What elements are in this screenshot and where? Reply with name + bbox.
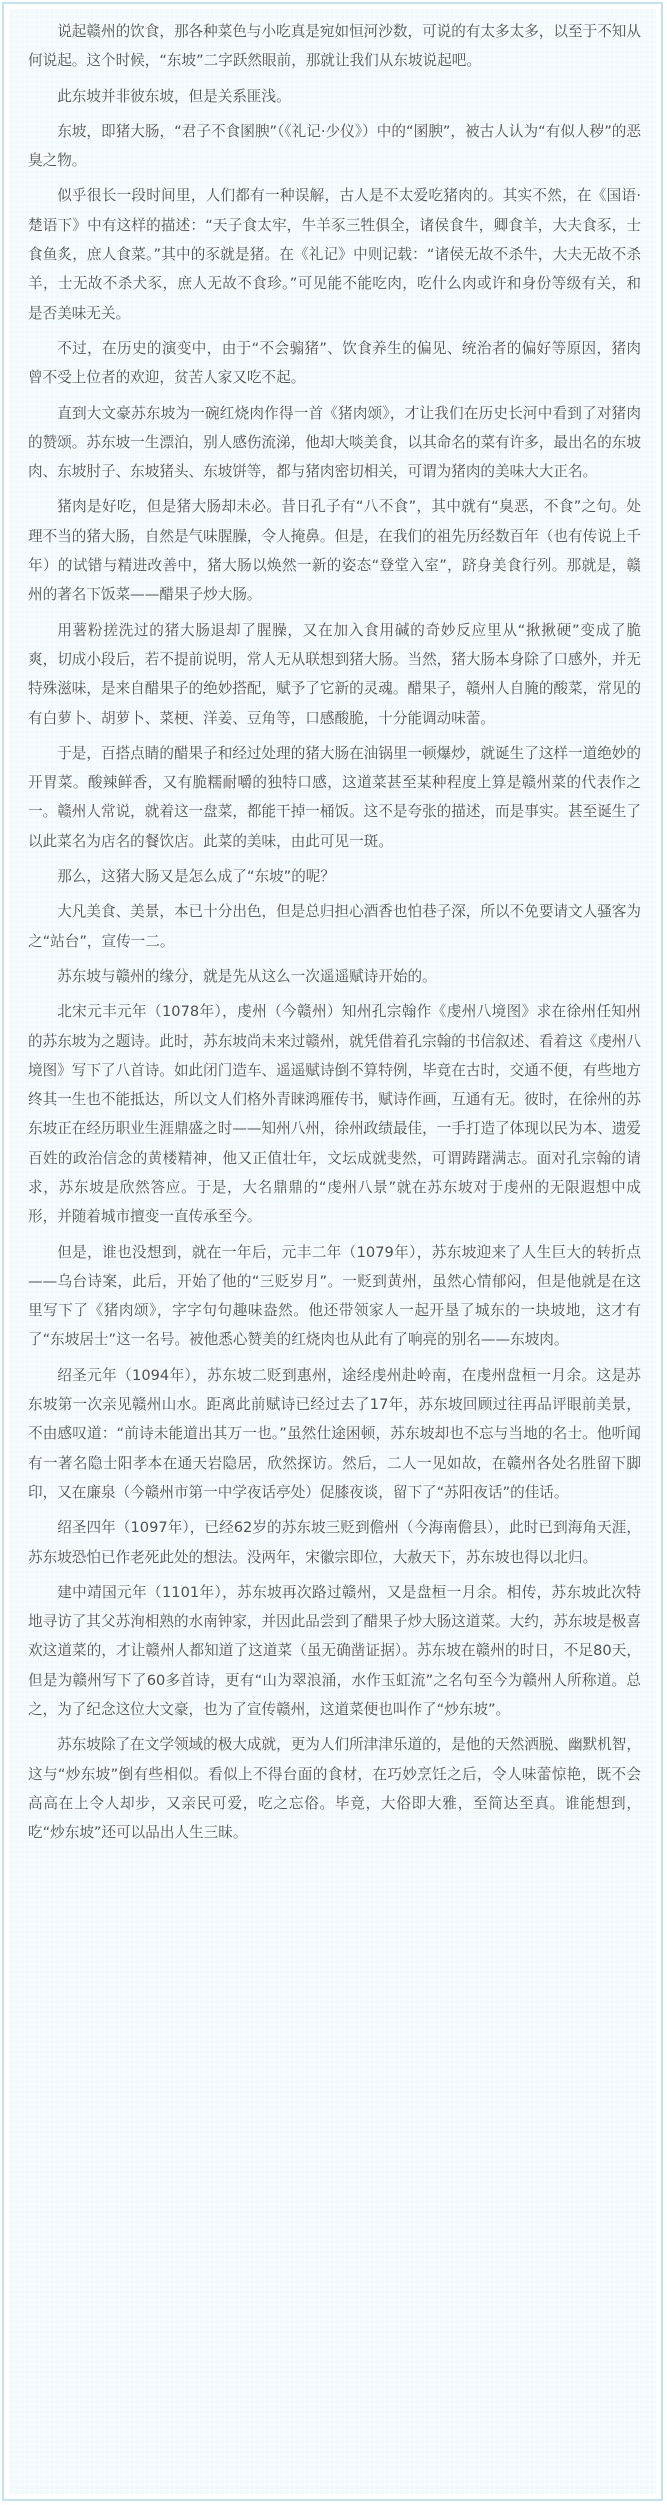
paragraph: 说起赣州的饮食，那各种菜色与小吃真是宛如恒河沙数，可说的有太多太多，以至于不知从何说起。这个时候，“东坡”二字跃然眼前，那就让我们从东坡说起吧。: [28, 23, 641, 70]
paragraph: 似乎很长一段时间里，人们都有一种误解，古人是不太爱吃猪肉的。其实不然，在《国语·楚语下》中有这样的描述：“天子食太牢，牛羊豕三牲俱全，诸侯食牛，卿食羊，大夫食豕，士食鱼炙，庶人食菜。”其中的豕就是猪。在《礼记》中则记载：“诸侯无故不杀牛，大夫无故不杀羊，士无故不杀犬豕，庶人无故不食珍。”可见能不能吃肉，吃什么肉或许和身份等级有关，和是否美味无关。: [28, 187, 641, 322]
paragraph: 猪肉是好吃，但是猪大肠却未必。昔日孔子有“八不食”，其中就有“臭恶，不食”之句。处理不当的猪大肠，自然是气味腥臊，令人掩鼻。但是，在我们的祖先历经数百年（也有传说上千年）的试错与精进改善中，猪大肠以焕然一新的姿态“登堂入室”，跻身美食行列。那就是，赣州的著名下饭菜——醋果子炒大肠。: [28, 498, 641, 604]
paragraph: 直到大文豪苏东坡为一碗红烧肉作得一首《猪肉颂》，才让我们在历史长河中看到了对猪肉的赞颂。苏东坡一生漂泊，别人感伤流涕，他却大啖美食，以其命名的菜有许多，最出名的东坡肉、东坡肘子、东坡猪头、东坡饼等，都与猪肉密切相关，可谓为猪肉的美味大大正名。: [28, 404, 641, 481]
paragraph: 绍圣元年（1094年），苏东坡二贬到惠州，途经虔州赴岭南，在虔州盘桓一月余。这是苏东坡第一次亲见赣州山水。距离此前赋诗已经过去了17年，苏东坡回顾过往再品评眼前美景，不由感叹道：“前诗未能道出其万一也。”虽然仕途困顿，苏东坡却也不忘与当地的名士。他听闻有一著名隐士阳孝本在通天岩隐居，欣然探访。然后，二人一见如故，在赣州各处名胜留下脚印，又在廉泉（今赣州市第一中学夜话亭处）促膝夜谈，留下了“苏阳夜话”的佳话。: [28, 1366, 641, 1501]
article-frame: [2, 2, 663, 2501]
paragraph: 苏东坡与赣州的缘分，就是先从这么一次遥遥赋诗开始的。: [57, 967, 437, 985]
paragraph: 大凡美食、美景，本已十分出色，但是总归担心酒香也怕巷子深，所以不免要请文人骚客为之“站台”，宣传一二。: [28, 903, 641, 950]
paragraph: 不过，在历史的演变中，由于“不会骟猪”、饮食养生的偏见、统治者的偏好等原因，猪肉曾不受上位者的欢迎，贫苦人家又吃不起。: [28, 339, 641, 387]
paragraph: 北宋元丰元年（1078年），虔州（今赣州）知州孔宗翰作《虔州八境图》求在徐州任知州的苏东坡为之题诗。此时，苏东坡尚未来过赣州，就凭借着孔宗翰的书信叙述、看着这《虔州八境图》写下了八首诗。如此闭门造车、遥遥赋诗倒不算特例，毕竟在古时，交通不便，有些地方终其一生也不能抵达，所以文人们格外青睐鸿雁传书，赋诗作画，互通有无。彼时，在徐州的苏东坡正在经历职业生涯鼎盛之时——知州八州，徐州政绩最佳，一手打造了体现以民为本、遗爱百姓的政治信念的黄楼精神，他又正值壮年，文坛成就斐然，可谓踌躇满志。面对孔宗翰的请求，苏东坡是欣然答应。于是，大名鼎鼎的“虔州八景”就在苏东坡对于虔州的无限遐想中成形，并随着城市擅变一直传承至今。: [28, 1003, 641, 1226]
paragraph: 建中靖国元年（1101年），苏东坡再次路过赣州，又是盘桓一月余。相传，苏东坡此次特地寻访了其父苏洵相熟的水南钟家，并因此品尝到了醋果子炒大肠这道菜。大约，苏东坡是极喜欢这道菜的，才让赣州人都知道了这道菜（虽无确凿证据）。苏东坡在赣州的时日，不足80天，但是为赣州写下了60多首诗，更有“山为翠浪涌，水作玉虹流”之名句至今为赣州人所称道。总之，为了纪念这位大文豪，也为了宣传赣州，这道菜便也叫作了“炒东坡”。: [28, 1583, 641, 1719]
paragraph: 用薯粉搓洗过的猪大肠退却了腥臊，又在加入食用碱的奇妙反应里从“揪揪硬”变成了脆爽，切成小段后，若不提前说明，常人无从联想到猪大肠。当然，猪大肠本身除了口感外，并无特殊滋味，是来自醋果子的绝妙搭配，赋予了它新的灵魂。醋果子，赣州人自腌的酸菜，常见的有白萝卜、胡萝卜、菜梗、洋姜、豆角等，口感酸脆，十分能调动味蕾。: [28, 621, 641, 727]
paragraph: 苏东坡除了在文学领域的极大成就，更为人们所津津乐道的，是他的天然洒脱、幽默机智，这与“炒东坡”倒有些相似。看似上不得台面的食材，在巧妙烹饪之后，令人味蕾惊艳，既不会高高在上令人却步，又亲民可爱，吃之忘俗。毕竟，大俗即大雅，至简达至真。谁能想到，吃“炒东坡”还可以品出人生三昧。: [28, 1736, 641, 1842]
paragraph: 东坡，即猪大肠，“君子不食圂腴”（《礼记·少仪》）中的“圂腴”，被古人认为“有似人秽”的恶臭之物。: [28, 122, 641, 170]
paragraph: 但是，谁也没想到，就在一年后，元丰二年（1079年），苏东坡迎来了人生巨大的转折点——乌台诗案，此后，开始了他的“三贬岁月”。一贬到黄州，虽然心情郁闷，但是他就是在这里写下了《猪肉颂》，字字句句趣味盎然。他还带领家人一起开垦了城东的一块坡地，这才有了“东坡居士”这一名号。被他悉心赞美的红烧肉也从此有了响亮的别名——东坡肉。: [28, 1243, 641, 1349]
paragraph: 绍圣四年（1097年），已经62岁的苏东坡三贬到儋州（今海南儋县），此时已到海角天涯，苏东坡恐怕已作老死此处的想法。没两年，宋徽宗即位，大赦天下，苏东坡也得以北归。: [28, 1519, 641, 1566]
paragraph: 于是，百搭点睛的醋果子和经过处理的猪大肠在油锅里一顿爆炒，就诞生了这样一道绝妙的开胃菜。酸辣鲜香，又有脆糯耐嚼的独特口感，这道菜甚至某种程度上算是赣州菜的代表作之一。赣州人常说，就着这一盘菜，都能干掉一桶饭。这不是夸张的描述，而是事实。甚至诞生了以此菜名为店名的餐饮店。此菜的美味，由此可见一斑。: [28, 744, 641, 850]
paragraph: 那么，这猪大肠又是怎么成了“东坡”的呢？: [57, 868, 335, 886]
paragraph: 此东坡并非彼东坡，但是关系匪浅。: [57, 87, 291, 105]
article-body: [9, 9, 656, 2494]
